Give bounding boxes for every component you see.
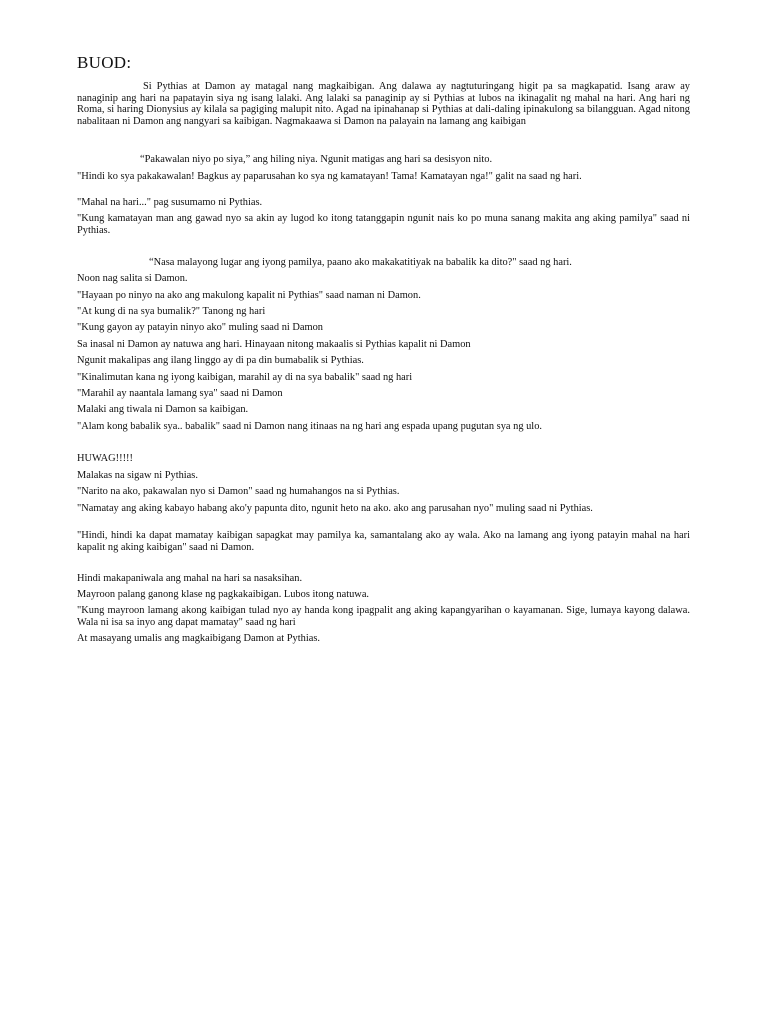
paragraph: Sa inasal ni Damon ay natuwa ang hari. Hinayaan nitong makaalis si Pythias kapalit ni Damon — [77, 339, 471, 350]
paragraph: "Hindi, hindi ka dapat mamatay kaibigan sapagkat may pamilya ka, samantalang ako ay wala. Ako na lamang ang iyong patayin mahal na hari kapalit ng aking kaibigan" saad ni Damon. — [77, 530, 690, 553]
paragraph: "Narito na ako, pakawalan nyo si Damon" saad ng humahangos na si Pythias. — [77, 486, 400, 497]
paragraph: "Alam kong babalik sya.. babalik" saad ni Damon nang itinaas na ng hari ang espada upang pugutan sya ng ulo. — [77, 421, 542, 432]
paragraph: At masayang umalis ang magkaibigang Damon at Pythias. — [77, 633, 320, 644]
paragraph: Ngunit makalipas ang ilang linggo ay di pa din bumabalik si Pythias. — [77, 355, 364, 366]
paragraph: "Kung kamatayan man ang gawad nyo sa akin ay lugod ko itong tatanggapin ngunit nais ko po muna sanang makita ang aking pamilya" saad ni Pythias. — [77, 213, 690, 236]
paragraph: Hindi makapaniwala ang mahal na hari sa nasaksihan. — [77, 573, 303, 584]
paragraph: Malakas na sigaw ni Pythias. — [77, 470, 198, 481]
paragraph: "Mahal na hari..." pag susumamo ni Pythias. — [77, 197, 263, 208]
paragraph: “Nasa malayong lugar ang iyong pamilya, paano ako makakatitiyak na babalik ka dito?" saad ng hari. — [149, 257, 572, 268]
paragraph: “Pakawalan niyo po siya,” ang hiling niya. Ngunit matigas ang hari sa desisyon nito. — [140, 154, 493, 165]
paragraph: Malaki ang tiwala ni Damon sa kaibigan. — [77, 404, 249, 415]
paragraph: "At kung di na sya bumalik?" Tanong ng hari — [77, 306, 266, 317]
paragraph: "Namatay ang aking kabayo habang ako'y papunta dito, ngunit heto na ako. ako ang parusahan nyo" muling saad ni Pythias. — [77, 503, 593, 514]
paragraph: "Hindi ko sya pakakawalan! Bagkus ay paparusahan ko sya ng kamatayan! Tama! Kamatayan nga!" galit na saad ng hari. — [77, 171, 582, 182]
document-title: BUOD: — [77, 53, 132, 72]
paragraph: "Hayaan po ninyo na ako ang makulong kapalit ni Pythias" saad naman ni Damon. — [77, 290, 421, 301]
paragraph: Mayroon palang ganong klase ng pagkakaibigan. Lubos itong natuwa. — [77, 589, 370, 600]
paragraph: "Kung gayon ay patayin ninyo ako" muling saad ni Damon — [77, 322, 323, 333]
paragraph: "Kung mayroon lamang akong kaibigan tulad nyo ay handa kong ipagpalit ang aking kapangyarihan o kayamanan. Sige, lumaya kayong dalawa. Wala ni isa sa inyo ang dapat mamatay" saad ng hari — [77, 605, 690, 628]
paragraph: "Marahil ay naantala lamang sya" saad ni Damon — [77, 388, 283, 399]
paragraph: HUWAG!!!!! — [77, 453, 133, 464]
paragraph: Si Pythias at Damon ay matagal nang magkaibigan. Ang dalawa ay nagtuturingang higit pa sa magkapatid. Isang araw ay nanaginip ang hari na papatayin siya ng isang lalaki. Ang lalaki sa panaginip ay si Pythias at lubos na ikinagalit ng mahal na hari. Ang hari ng Roma, si haring Dionysius ay kilala sa pagiging malupit nito. Agad na ipinahanap si Pythias at dali-daling ipinakulong sa bilangguan. Agad nitong nabalitaan ni Damon ang nangyari sa kaibigan. Nagmakaawa si Damon na palayain na lamang ang kaibigan — [77, 81, 690, 127]
paragraph: "Kinalimutan kana ng iyong kaibigan, marahil ay di na sya babalik" saad ng hari — [77, 372, 413, 383]
paragraph: Noon nag salita si Damon. — [77, 273, 188, 284]
